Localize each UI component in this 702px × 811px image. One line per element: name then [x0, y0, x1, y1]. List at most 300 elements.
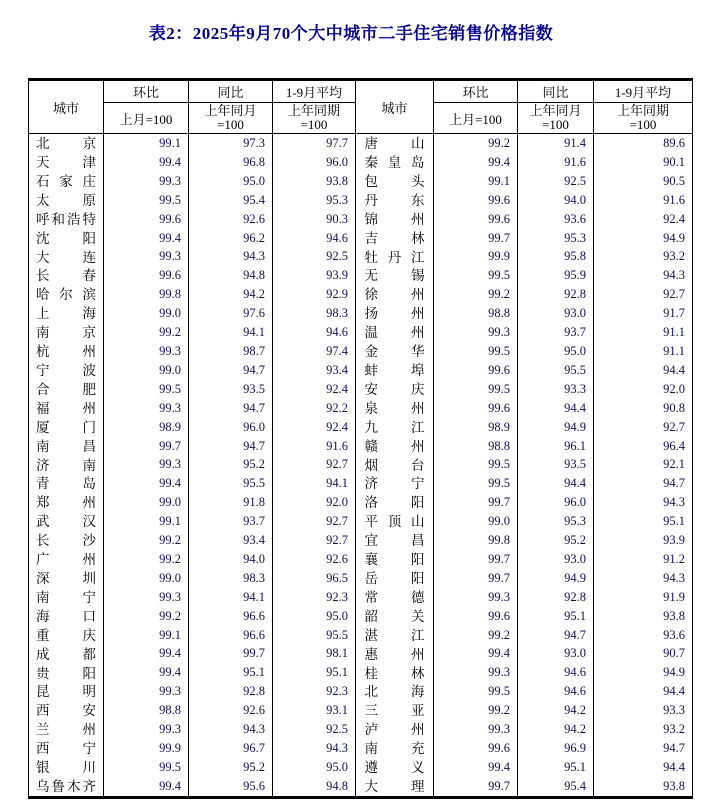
header-yoy-base-line2: =100 — [542, 117, 569, 132]
mom-value-right: 99.8 — [434, 531, 518, 550]
mom-value-left: 99.4 — [104, 229, 189, 248]
table-row — [29, 550, 693, 569]
avg-value-left: 92.0 — [273, 493, 356, 512]
city-name: 昆明 — [36, 684, 96, 700]
yoy-value-left: 92.6 — [189, 701, 273, 720]
city-name: 湛江 — [364, 627, 425, 643]
mom-value-right: 98.8 — [434, 304, 518, 323]
yoy-value-right: 94.6 — [518, 682, 594, 701]
mom-value-left: 98.8 — [104, 701, 189, 720]
yoy-value-right: 94.0 — [518, 191, 594, 210]
yoy-value-right: 93.5 — [518, 455, 594, 474]
table-row — [29, 569, 693, 588]
mom-value-left: 99.1 — [104, 512, 189, 531]
mom-value-right: 99.6 — [434, 210, 518, 229]
mom-value-left: 99.2 — [104, 531, 189, 550]
avg-value-right: 93.8 — [594, 607, 693, 626]
city-name: 三亚 — [364, 703, 425, 719]
mom-value-right: 99.2 — [434, 701, 518, 720]
mom-value-left: 99.4 — [104, 663, 189, 682]
city-cell-right — [356, 777, 434, 797]
city-name: 岳阳 — [364, 570, 425, 586]
avg-value-right: 93.8 — [594, 777, 693, 797]
avg-value-left: 94.8 — [273, 777, 356, 797]
page-title: 表2：2025年9月70个大中城市二手住宅销售价格指数 — [148, 24, 554, 43]
yoy-value-right: 94.4 — [518, 399, 594, 418]
city-cell-right — [356, 720, 434, 739]
city-name: 泸州 — [364, 722, 425, 738]
avg-value-left: 96.5 — [273, 569, 356, 588]
city-cell-right — [356, 474, 434, 493]
city-cell-left — [29, 739, 104, 758]
city-name: 金华 — [364, 344, 425, 360]
avg-value-left: 97.7 — [273, 134, 356, 153]
avg-value-right: 90.1 — [594, 153, 693, 172]
city-cell-right — [356, 550, 434, 569]
yoy-value-left: 94.7 — [189, 361, 273, 380]
city-cell-left — [29, 247, 104, 266]
yoy-value-left: 96.6 — [189, 607, 273, 626]
city-name: 北海 — [364, 684, 425, 700]
mom-value-right: 99.5 — [434, 474, 518, 493]
table-row — [29, 493, 693, 512]
table-row — [29, 682, 693, 701]
yoy-value-right: 95.2 — [518, 531, 594, 550]
mom-value-left: 98.9 — [104, 418, 189, 437]
mom-value-right: 99.5 — [434, 266, 518, 285]
yoy-value-right: 94.7 — [518, 626, 594, 645]
city-name: 青岛 — [36, 476, 96, 492]
yoy-value-left: 99.7 — [189, 644, 273, 663]
yoy-value-left: 94.3 — [189, 720, 273, 739]
city-name: 包头 — [364, 173, 425, 189]
city-name: 大理 — [364, 778, 425, 794]
avg-value-left: 96.0 — [273, 153, 356, 172]
mom-value-left: 99.3 — [104, 399, 189, 418]
city-name: 惠州 — [364, 646, 425, 662]
city-name: 武汉 — [36, 514, 96, 530]
table-row — [29, 701, 693, 720]
table-header — [29, 80, 693, 134]
mom-value-left: 99.9 — [104, 739, 189, 758]
mom-value-left: 99.2 — [104, 607, 189, 626]
avg-value-right: 96.4 — [594, 437, 693, 456]
city-cell-right — [356, 588, 434, 607]
mom-value-left: 99.3 — [104, 720, 189, 739]
yoy-value-right: 93.6 — [518, 210, 594, 229]
city-cell-right — [356, 323, 434, 342]
city-cell-right — [356, 644, 434, 663]
header-avg-base-line1: 上年同期 — [616, 103, 669, 118]
mom-value-left: 99.6 — [104, 210, 189, 229]
avg-value-right: 93.9 — [594, 531, 693, 550]
table-row — [29, 607, 693, 626]
avg-value-right: 94.7 — [594, 474, 693, 493]
yoy-value-left: 95.0 — [189, 172, 273, 191]
header-avg-base-line2: =100 — [629, 117, 657, 132]
yoy-value-left: 95.2 — [189, 455, 273, 474]
city-name: 杭州 — [36, 344, 96, 360]
yoy-value-right: 95.9 — [518, 266, 594, 285]
yoy-value-right: 96.1 — [518, 437, 594, 456]
city-cell-right — [356, 229, 434, 248]
city-cell-left — [29, 361, 104, 380]
header-city-left: 城市 — [29, 80, 104, 134]
yoy-value-right: 95.0 — [518, 342, 594, 361]
avg-value-left: 92.3 — [273, 588, 356, 607]
yoy-value-left: 96.8 — [189, 153, 273, 172]
city-name: 南宁 — [36, 589, 96, 605]
city-name: 秦皇岛 — [364, 155, 425, 171]
avg-value-right: 90.8 — [594, 399, 693, 418]
yoy-value-right: 96.0 — [518, 493, 594, 512]
yoy-value-left: 96.0 — [189, 418, 273, 437]
mom-value-right: 99.5 — [434, 682, 518, 701]
table-row — [29, 739, 693, 758]
city-name: 平顶山 — [364, 514, 425, 530]
city-name: 宁波 — [36, 363, 96, 378]
table-row — [29, 777, 693, 797]
city-name: 安庆 — [364, 381, 425, 397]
yoy-value-right: 93.0 — [518, 304, 594, 323]
yoy-value-left: 95.6 — [189, 777, 273, 797]
yoy-value-right: 94.9 — [518, 569, 594, 588]
table-row — [29, 663, 693, 682]
yoy-value-left: 92.6 — [189, 210, 273, 229]
table-row — [29, 191, 693, 210]
city-name: 洛阳 — [364, 495, 425, 511]
city-cell-left — [29, 663, 104, 682]
avg-value-left: 95.5 — [273, 626, 356, 645]
city-cell-left — [29, 437, 104, 456]
avg-value-right: 92.4 — [594, 210, 693, 229]
table-row — [29, 285, 693, 304]
header-avg-base-right — [594, 103, 693, 134]
city-cell-right — [356, 342, 434, 361]
yoy-value-right: 94.2 — [518, 720, 594, 739]
table-row — [29, 323, 693, 342]
city-name: 韶关 — [364, 608, 425, 624]
avg-value-left: 94.6 — [273, 323, 356, 342]
yoy-value-left: 93.5 — [189, 380, 273, 399]
mom-value-left: 99.4 — [104, 153, 189, 172]
yoy-value-left: 94.3 — [189, 247, 273, 266]
table-row — [29, 247, 693, 266]
city-name: 重庆 — [36, 627, 96, 643]
mom-value-left: 99.0 — [104, 569, 189, 588]
header-mom-left: 环比 — [104, 80, 189, 103]
mom-value-right: 99.2 — [434, 285, 518, 304]
table-row — [29, 512, 693, 531]
city-name: 牡丹江 — [364, 249, 425, 265]
yoy-value-left: 94.2 — [189, 285, 273, 304]
avg-value-right: 92.7 — [594, 285, 693, 304]
avg-value-left: 95.0 — [273, 758, 356, 777]
city-name: 天津 — [36, 155, 96, 171]
city-cell-right — [356, 191, 434, 210]
yoy-value-left: 95.1 — [189, 663, 273, 682]
city-name: 长春 — [36, 268, 96, 284]
header-yoy-right: 同比 — [518, 80, 594, 103]
avg-value-right: 90.7 — [594, 644, 693, 663]
city-name: 乌鲁木齐 — [36, 778, 96, 794]
city-cell-right — [356, 437, 434, 456]
yoy-value-left: 96.2 — [189, 229, 273, 248]
city-cell-left — [29, 266, 104, 285]
city-cell-left — [29, 588, 104, 607]
mom-value-right: 99.7 — [434, 777, 518, 797]
mom-value-left: 99.3 — [104, 588, 189, 607]
city-name: 南充 — [364, 741, 425, 757]
city-name: 厦门 — [36, 419, 96, 435]
avg-value-left: 98.1 — [273, 644, 356, 663]
mom-value-right: 99.6 — [434, 399, 518, 418]
header-avg-left: 1-9月平均 — [273, 80, 356, 103]
city-cell-left — [29, 607, 104, 626]
avg-value-left: 94.6 — [273, 229, 356, 248]
mom-value-right: 99.5 — [434, 380, 518, 399]
mom-value-left: 99.5 — [104, 758, 189, 777]
table-row — [29, 361, 693, 380]
yoy-value-right: 95.3 — [518, 512, 594, 531]
city-name: 石家庄 — [36, 173, 96, 189]
avg-value-right: 91.2 — [594, 550, 693, 569]
mom-value-right: 99.3 — [434, 323, 518, 342]
city-cell-right — [356, 682, 434, 701]
yoy-value-right: 94.6 — [518, 663, 594, 682]
header-mom-base-left: 上月=100 — [104, 103, 189, 134]
city-name: 贵阳 — [36, 665, 96, 681]
mom-value-right: 99.4 — [434, 644, 518, 663]
mom-value-right: 99.6 — [434, 191, 518, 210]
yoy-value-right: 95.3 — [518, 229, 594, 248]
mom-value-right: 99.3 — [434, 663, 518, 682]
city-cell-right — [356, 380, 434, 399]
avg-value-left: 95.0 — [273, 607, 356, 626]
mom-value-left: 99.2 — [104, 550, 189, 569]
city-cell-right — [356, 569, 434, 588]
header-avg-base-left — [273, 103, 356, 134]
table-row — [29, 304, 693, 323]
city-name: 海口 — [36, 608, 96, 624]
avg-value-right: 94.4 — [594, 682, 693, 701]
avg-value-left: 92.7 — [273, 531, 356, 550]
yoy-value-left: 97.6 — [189, 304, 273, 323]
city-cell-right — [356, 210, 434, 229]
city-name: 济南 — [36, 457, 96, 473]
avg-value-right: 91.9 — [594, 588, 693, 607]
mom-value-left: 99.6 — [104, 266, 189, 285]
table-row — [29, 720, 693, 739]
yoy-value-right: 93.7 — [518, 323, 594, 342]
city-name: 北京 — [36, 136, 96, 152]
mom-value-left: 99.1 — [104, 134, 189, 153]
mom-value-right: 99.7 — [434, 569, 518, 588]
avg-value-left: 93.9 — [273, 266, 356, 285]
city-cell-left — [29, 172, 104, 191]
avg-value-right: 94.4 — [594, 758, 693, 777]
avg-value-right: 93.2 — [594, 247, 693, 266]
table-row — [29, 626, 693, 645]
city-name: 沈阳 — [36, 230, 96, 246]
mom-value-left: 99.3 — [104, 342, 189, 361]
city-cell-left — [29, 342, 104, 361]
city-name: 上海 — [36, 306, 96, 322]
avg-value-left: 92.4 — [273, 418, 356, 437]
avg-value-left: 92.7 — [273, 512, 356, 531]
city-cell-left — [29, 210, 104, 229]
header-avg-right: 1-9月平均 — [594, 80, 693, 103]
city-cell-left — [29, 418, 104, 437]
city-cell-left — [29, 682, 104, 701]
city-cell-left — [29, 720, 104, 739]
avg-value-right: 92.1 — [594, 455, 693, 474]
yoy-value-right: 94.9 — [518, 418, 594, 437]
yoy-value-left: 95.5 — [189, 474, 273, 493]
city-cell-left — [29, 134, 104, 153]
price-index-table — [28, 78, 693, 799]
city-name: 唐山 — [364, 136, 425, 152]
city-name: 丹东 — [364, 192, 425, 208]
city-cell-left — [29, 304, 104, 323]
city-name: 兰州 — [36, 722, 96, 738]
city-name: 太原 — [36, 192, 96, 208]
yoy-value-left: 91.8 — [189, 493, 273, 512]
header-yoy-base-right — [518, 103, 594, 134]
city-name: 西宁 — [36, 741, 96, 757]
mom-value-left: 99.4 — [104, 777, 189, 797]
mom-value-left: 99.0 — [104, 493, 189, 512]
city-cell-right — [356, 739, 434, 758]
yoy-value-right: 92.8 — [518, 588, 594, 607]
avg-value-right: 92.0 — [594, 380, 693, 399]
city-cell-right — [356, 607, 434, 626]
city-name: 银川 — [36, 760, 96, 776]
header-row-1 — [29, 80, 693, 103]
city-cell-right — [356, 493, 434, 512]
city-name: 扬州 — [364, 306, 425, 322]
city-cell-right — [356, 134, 434, 153]
mom-value-right: 99.0 — [434, 512, 518, 531]
yoy-value-left: 94.1 — [189, 588, 273, 607]
city-name: 广州 — [36, 552, 96, 568]
yoy-value-right: 93.0 — [518, 550, 594, 569]
city-cell-right — [356, 663, 434, 682]
table-row — [29, 342, 693, 361]
mom-value-right: 99.3 — [434, 588, 518, 607]
header-mom-base-right: 上月=100 — [434, 103, 518, 134]
mom-value-right: 99.2 — [434, 134, 518, 153]
mom-value-right: 99.7 — [434, 229, 518, 248]
city-name: 遵义 — [364, 760, 425, 776]
yoy-value-left: 95.2 — [189, 758, 273, 777]
city-cell-right — [356, 531, 434, 550]
yoy-value-left: 93.4 — [189, 531, 273, 550]
avg-value-left: 92.5 — [273, 720, 356, 739]
avg-value-right: 91.1 — [594, 342, 693, 361]
city-cell-right — [356, 701, 434, 720]
table-row — [29, 210, 693, 229]
avg-value-right: 93.3 — [594, 701, 693, 720]
avg-value-right: 89.6 — [594, 134, 693, 153]
table-row — [29, 134, 693, 153]
city-name: 南昌 — [36, 438, 96, 454]
yoy-value-left: 98.3 — [189, 569, 273, 588]
avg-value-left: 92.9 — [273, 285, 356, 304]
city-cell-right — [356, 361, 434, 380]
table-row — [29, 474, 693, 493]
avg-value-right: 90.5 — [594, 172, 693, 191]
mom-value-left: 99.3 — [104, 172, 189, 191]
yoy-value-right: 94.4 — [518, 474, 594, 493]
city-cell-right — [356, 266, 434, 285]
table-body — [29, 134, 693, 798]
table-row — [29, 588, 693, 607]
mom-value-right: 99.6 — [434, 607, 518, 626]
city-cell-left — [29, 380, 104, 399]
yoy-value-right: 95.5 — [518, 361, 594, 380]
avg-value-right: 92.7 — [594, 418, 693, 437]
city-name: 蚌埠 — [364, 363, 425, 378]
city-name: 温州 — [364, 325, 425, 341]
mom-value-left: 99.8 — [104, 285, 189, 304]
city-cell-left — [29, 493, 104, 512]
mom-value-left: 99.4 — [104, 644, 189, 663]
mom-value-left: 99.0 — [104, 304, 189, 323]
header-avg-base-line2: =100 — [300, 117, 328, 132]
yoy-value-right: 91.4 — [518, 134, 594, 153]
mom-value-left: 99.3 — [104, 247, 189, 266]
avg-value-left: 92.3 — [273, 682, 356, 701]
header-yoy-left: 同比 — [189, 80, 273, 103]
yoy-value-right: 95.4 — [518, 777, 594, 797]
yoy-value-left: 94.7 — [189, 399, 273, 418]
city-cell-right — [356, 455, 434, 474]
mom-value-right: 99.4 — [434, 758, 518, 777]
table-row — [29, 644, 693, 663]
city-cell-left — [29, 323, 104, 342]
mom-value-right: 99.2 — [434, 626, 518, 645]
table-row — [29, 399, 693, 418]
mom-value-left: 99.5 — [104, 191, 189, 210]
mom-value-left: 99.1 — [104, 626, 189, 645]
header-avg-base-line1: 上年同期 — [287, 103, 340, 118]
avg-value-left: 93.4 — [273, 361, 356, 380]
city-cell-left — [29, 644, 104, 663]
city-name: 福州 — [36, 400, 96, 416]
mom-value-left: 99.3 — [104, 455, 189, 474]
city-name: 襄阳 — [364, 552, 425, 568]
yoy-value-right: 92.5 — [518, 172, 594, 191]
city-cell-right — [356, 153, 434, 172]
mom-value-right: 99.5 — [434, 342, 518, 361]
yoy-value-left: 93.7 — [189, 512, 273, 531]
header-yoy-base-line1: 上年同月 — [204, 103, 257, 118]
avg-value-right: 94.3 — [594, 493, 693, 512]
city-name: 吉林 — [364, 230, 425, 246]
avg-value-right: 95.1 — [594, 512, 693, 531]
avg-value-right: 93.6 — [594, 626, 693, 645]
city-cell-left — [29, 550, 104, 569]
mom-value-right: 99.5 — [434, 455, 518, 474]
city-cell-right — [356, 626, 434, 645]
city-cell-left — [29, 229, 104, 248]
avg-value-left: 95.3 — [273, 191, 356, 210]
yoy-value-left: 96.6 — [189, 626, 273, 645]
avg-value-left: 95.1 — [273, 663, 356, 682]
city-cell-left — [29, 569, 104, 588]
mom-value-right: 98.9 — [434, 418, 518, 437]
